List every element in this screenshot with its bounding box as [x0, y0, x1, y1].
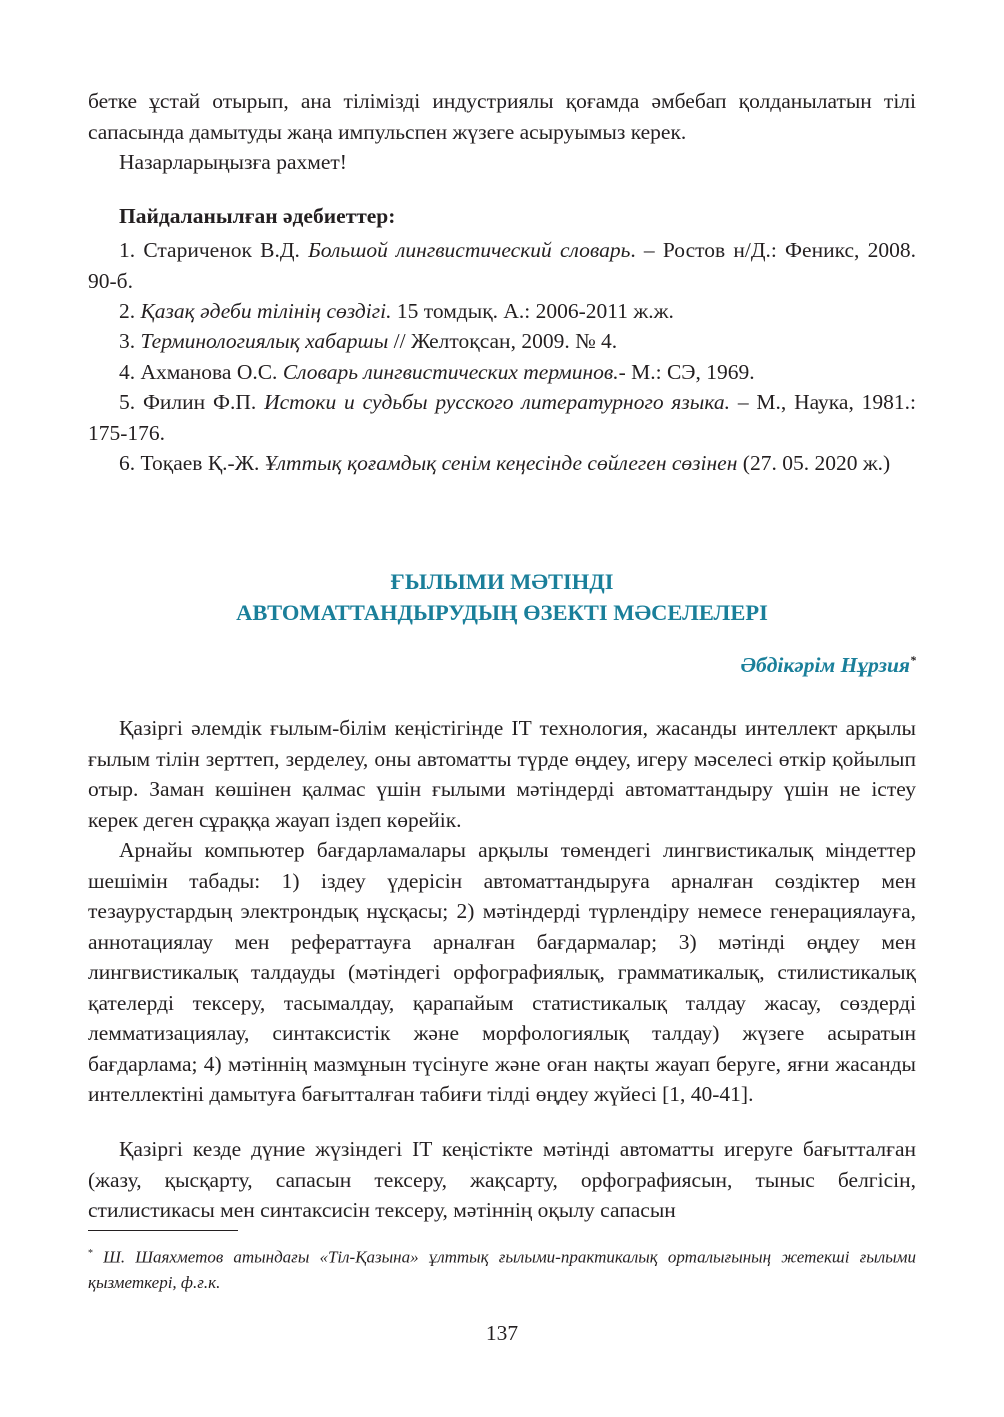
- author-footnote-mark: *: [910, 653, 916, 667]
- reference-item: 2. Қазақ әдеби тілінің сөздігі. 15 томдық. А.: 2006-2011 ж.ж.: [119, 299, 674, 323]
- reference-item: 4. Ахманова О.С. Словарь лингвистических терминов.- М.: СЭ, 1969.: [119, 360, 755, 384]
- article-author: Әбдікәрім Нұрзия*: [740, 653, 916, 678]
- article-title-line-1: ҒЫЛЫМИ МӘТІНДІ: [390, 569, 614, 594]
- footnote-mark: *: [88, 1248, 93, 1259]
- closing-remark: Назарларыңызға рахмет!: [119, 150, 347, 174]
- intro-paragraph: бетке ұстай отырып, ана тілімізді индустриялы қоғамда әмбебап қолданылатын тілі сапасында дамытуды жаңа импульспен жүзеге асыруымыз керек.: [88, 89, 916, 144]
- footnote-divider: [88, 1230, 238, 1231]
- body-paragraph: Қазіргі кезде дүние жүзіндегі IT кеңістікте мәтінді автоматты игеруге бағытталған (жазу, қысқарту, сапасын тексеру, жақсарту, орфографиясын, тыныс белгісін, стилистикасы мен синтаксисін тексеру, мәтіннің оқылу сапасын: [88, 1137, 916, 1222]
- footnote: * Ш. Шаяхметов атындағы «Тіл-Қазына» ұлттық ғылыми-практикалық орталығының жетекші ғылыми қызметкері, ф.ғ.к.: [88, 1247, 916, 1292]
- body-paragraph: Арнайы компьютер бағдарламалары арқылы төмендегі лингвистикалық міндеттер шешімін табады: 1) іздеу үдерісін автоматтандыруға арналған сөздіктер мен тезаурустардың электрондық нұсқасы; 2) мәтіндерді түрлендіру немесе генерациялауға, аннотациялау мен рефераттауға арналған бағдармалар; 3) мәтінді өңдеу мен лингвистикалық талдауды (мәтіндегі орфографиялық, грамматикалық, стилистикалық қателерді тексеру, тасымалдау, қарапайым статистикалық талдау жасау, сөздерді лемматизациялау, синтаксистік және морфологиялық талдау) жүзеге асыратын бағдарлама; 4) мәтіннің мазмұнын түсінуге және оған нақты жауап беруге, яғни жасанды интеллектіні дамытуға бағытталған табиғи тілді өңдеу жүйесі [1, 40-41].: [88, 838, 916, 1106]
- reference-item: 5. Филин Ф.П. Истоки и судьбы русского литературного языка. – М., Наука, 1981.: 175-176.: [88, 390, 917, 445]
- body-paragraph: Қазіргі әлемдік ғылым-білім кеңістігінде IT технология, жасанды интеллект арқылы ғылым тілін зерттеп, зерделеу, оны автоматты түрде өңдеу, игеру мәселесі өткір қойылып отыр. Заман көшінен қалмас үшін ғылыми мәтіндерді автоматтандыру үшін не істеу керек деген сұраққа жауап іздеп көрейік.: [88, 716, 916, 832]
- reference-item: 3. Терминологиялық хабаршы // Желтоқсан, 2009. № 4.: [119, 329, 618, 353]
- article-title-line-2: АВТОМАТТАНДЫРУДЫҢ ӨЗЕКТІ МӘСЕЛЕЛЕРІ: [236, 600, 768, 625]
- page-number: 137: [485, 1321, 519, 1345]
- references-heading: Пайдаланылған әдебиеттер:: [119, 204, 396, 228]
- reference-item: 1. Стариченок В.Д. Большой лингвистический словарь. – Ростов н/Д.: Феникс, 2008. 90-б.: [88, 238, 916, 293]
- reference-item: 6. Тоқаев Қ.-Ж. Ұлттық қоғамдық сенім кеңесінде сөйлеген сөзінен (27. 05. 2020 ж.): [119, 451, 891, 475]
